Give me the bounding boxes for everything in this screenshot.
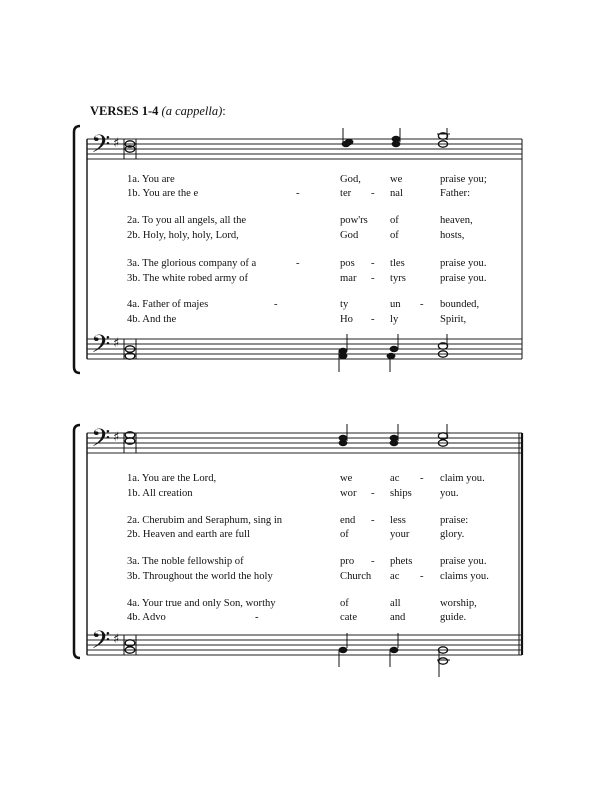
word-2: ships <box>390 488 412 499</box>
verse-text: 2a. To you all angels, all the <box>127 215 247 226</box>
word-1: wor <box>340 488 357 499</box>
word-3: worship, <box>440 598 477 609</box>
word-2: nal <box>390 188 403 199</box>
verse-text: 1a. You are the Lord, <box>127 473 217 484</box>
syllable-hyphen: - <box>420 473 424 484</box>
system-1 <box>74 126 522 373</box>
word-2: of <box>390 230 399 241</box>
word-1: mar <box>340 273 357 284</box>
system-bracket <box>74 126 80 373</box>
chord-1 <box>342 128 354 147</box>
heading-title: VERSES 1-4 <box>90 104 159 118</box>
word-2: less <box>390 515 406 526</box>
word-2: tles <box>390 258 405 269</box>
chord-2 <box>392 128 401 147</box>
word-2: of <box>390 215 399 226</box>
word-1: ty <box>340 299 349 310</box>
chord-whole <box>124 432 136 453</box>
word-1: ter <box>340 188 352 199</box>
word-1: pro <box>340 556 355 567</box>
verse-text: 4a. Father of majes <box>127 299 209 310</box>
word-1: we <box>340 473 353 484</box>
word-3: bounded, <box>440 299 480 310</box>
word-2: tyrs <box>390 273 406 284</box>
word-1: pow'rs <box>340 215 368 226</box>
word-3: praise you. <box>440 258 487 269</box>
word-1: of <box>340 529 349 540</box>
upper-staff <box>87 433 522 453</box>
word-3: glory. <box>440 529 465 540</box>
word-3: you. <box>440 488 459 499</box>
word-2: your <box>390 529 410 540</box>
syllable-hyphen: - <box>371 314 375 325</box>
key-sharp-icon: ♯ <box>113 632 120 647</box>
syllable-hyphen: - <box>371 258 375 269</box>
upper-staff <box>87 139 522 159</box>
word-2: ac <box>390 473 400 484</box>
system-2 <box>74 424 522 677</box>
chord-1 <box>339 633 348 667</box>
verse-text: 2a. Cherubim and Seraphum, sing in <box>127 515 283 526</box>
word-3: claim you. <box>440 473 485 484</box>
word-3: praise you. <box>440 273 487 284</box>
syllable-hyphen: - <box>371 488 375 499</box>
verse-text: 4a. Your true and only Son, worthy <box>127 598 276 609</box>
verse-text: 1b. All creation <box>127 488 193 499</box>
bass-clef-icon <box>91 130 110 165</box>
chord-2 <box>387 334 399 372</box>
word-3: claims you. <box>440 571 489 582</box>
verse-text: 3b. The white robed army of <box>127 273 249 284</box>
lower-staff <box>87 635 522 655</box>
word-1: end <box>340 515 356 526</box>
heading-note: (a cappella) <box>161 104 223 118</box>
chord-2 <box>390 633 399 667</box>
syllable-hyphen: - <box>296 258 300 269</box>
word-3: hosts, <box>440 230 465 241</box>
word-3: praise you. <box>440 556 487 567</box>
syllable-hyphen: - <box>371 556 375 567</box>
syllable-hyphen: - <box>371 515 375 526</box>
word-1: God, <box>340 174 361 185</box>
word-3: Spirit, <box>440 314 467 325</box>
word-2: un <box>390 299 401 310</box>
word-2: all <box>390 598 401 609</box>
verse-text: 1a. You are <box>127 174 175 185</box>
word-2: ly <box>390 314 399 325</box>
syllable-hyphen: - <box>371 273 375 284</box>
bass-clef-icon: 𝄢 <box>91 424 111 459</box>
word-2: phets <box>390 556 413 567</box>
word-2: ac <box>390 571 400 582</box>
syllable-hyphen: - <box>420 299 424 310</box>
svg-text:𝄢: 𝄢 <box>91 130 111 165</box>
chord-1 <box>339 334 348 372</box>
word-1: pos <box>340 258 355 269</box>
verse-text: 3b. Throughout the world the holy <box>127 571 273 582</box>
word-3: praise you; <box>440 174 487 185</box>
system-bracket <box>74 425 80 658</box>
word-1: Ho <box>340 314 353 325</box>
chord-3 <box>437 647 450 677</box>
key-sharp-icon: ♯ <box>113 430 120 445</box>
word-2: we <box>390 174 403 185</box>
lower-staff <box>87 339 522 359</box>
verse-text: 2b. Heaven and earth are full <box>127 529 250 540</box>
verse-text: 2b. Holy, holy, holy, Lord, <box>127 230 239 241</box>
word-1: Church <box>340 571 372 582</box>
word-3: guide. <box>440 612 467 623</box>
chord-1 <box>339 424 348 446</box>
heading-colon: : <box>222 104 226 118</box>
key-sharp-icon: ♯ <box>113 336 120 351</box>
bass-clef-icon: 𝄢 <box>91 626 111 661</box>
verse-text: 4b. And the <box>127 314 177 325</box>
verse-text: 3a. The noble fellowship of <box>127 556 244 567</box>
word-3: praise: <box>440 515 469 526</box>
syllable-hyphen: - <box>296 188 300 199</box>
word-2: and <box>390 612 406 623</box>
syllable-hyphen: - <box>274 299 278 310</box>
chord-2 <box>390 424 399 446</box>
word-3: heaven, <box>440 215 473 226</box>
syllable-hyphen: - <box>420 571 424 582</box>
verse-text: 3a. The glorious company of a <box>127 258 257 269</box>
syllable-hyphen: - <box>371 188 375 199</box>
word-1: God <box>340 230 359 241</box>
word-1: cate <box>340 612 358 623</box>
bass-clef-icon: 𝄢 <box>91 330 111 365</box>
word-3: Father: <box>440 188 471 199</box>
key-sharp-icon: ♯ <box>113 136 120 151</box>
syllable-hyphen: - <box>255 612 259 623</box>
verse-text: 1b. You are the e <box>127 188 199 199</box>
verse-text: 4b. Advo <box>127 612 166 623</box>
word-1: of <box>340 598 349 609</box>
